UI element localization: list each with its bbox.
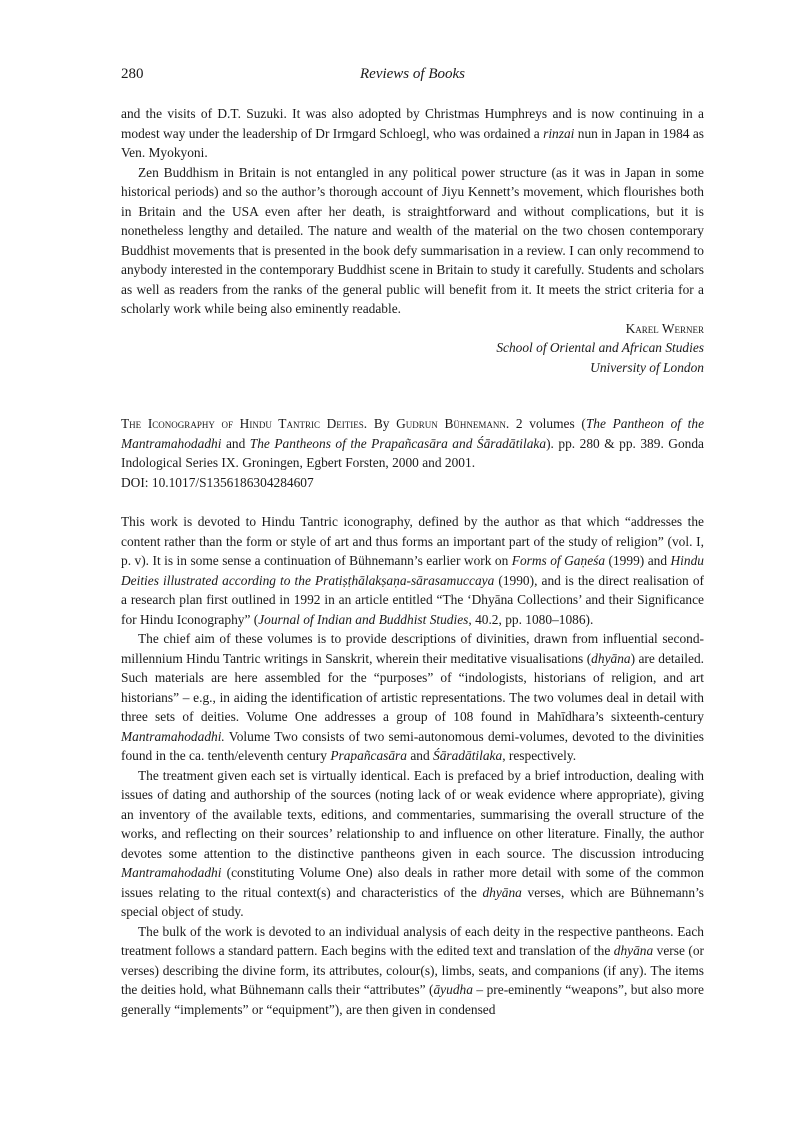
running-title: Reviews of Books (360, 66, 465, 82)
review-heading (121, 414, 704, 492)
reviewer-name: Karel Werner (625, 320, 704, 336)
paragraph: The bulk of the work is devoted to an individual analysis of each deity in the respective pantheons. Each treatment follows a standard pattern. Each begins with the edited text and translation of the dhyāna verse (or verses) describing the divine form, its attributes, colour(s), limbs, seats, and companions (if any). The items the deities hold, what Bühnemann calls their “attributes” (āyudha – pre-eminently “weapons”, but also more generally “implements” or “equipment”), are then given in condensed (121, 923, 705, 1017)
paragraph: Zen Buddhism in Britain is not entangled in any political power structure (as it was in Japan in some historical periods) and so the author’s thorough account of Jiyu Kennett’s movement, which flourishes both in Britain and the USA even after her death, is straightforward and without complications, but it is nonetheless lengthy and detailed. The nature and wealth of the material on the two chosen contemporary Buddhist movements that is presented in the book defy summarisation in a review. I can only recommend to anybody interested in the contemporary Buddhist scene in Britain to study it carefully. Students and scholars as well as readers from the ranks of the general public will benefit from it. It meets the strict criteria for a scholarly work while being also eminently readable. (121, 164, 704, 316)
reviewer-affiliation: University of London (590, 359, 704, 375)
doi: DOI: 10.1017/S1356186304284607 (121, 474, 314, 490)
page-number: 280 (121, 66, 144, 82)
paragraph: This work is devoted to Hindu Tantric iconography, defined by the author as that which “addresses the content rather than the form or style of art and thus forms an important part of the study of religion” (vol. I, p. v). It is in some sense a continuation of Bühnemann’s earlier work on Forms of Gaṇeśa (1999) and Hindu Deities illustrated according to the Pratiṣṭhālakṣaṇa-sārasamuccaya (1990), and is the direct realisation of a research plan first outlined in 1992 in an article entitled “The ‘Dhyāna Collections’ and their Significance for Hindu Iconography” (Journal of Indian and Buddhist Studies, 40.2, pp. 1080–1086). (121, 514, 704, 627)
book-citation: The Iconography of Hindu Tantric Deities. By Gudrun Bühnemann. 2 volumes (The Pantheon of the Mantramahodadhi and The Pantheons of the Prapañcasāra and Śāradātilaka). pp. 280 & pp. 389. Gonda Indological Series IX. Groningen, Egbert Forsten, 2000 and 2001. (121, 416, 705, 470)
paragraph: The treatment given each set is virtually identical. Each is prefaced by a brief introduction, dealing with issues of dating and authorship of the sources (noting lack of or weak evidence where appropriate), giving an inventory of the available texts, editions, and commentaries, summarising the overall structure of the works, and reflecting on their sources’ relationship to and influence on other literature. Finally, the author devotes some attention to the distinctive pantheons given in each source. The discussion introducing Mantramahodadhi (constituting Volume One) also deals in rather more detail with some of the common issues relating to the ritual context(s) and characteristics of the dhyāna verses, which are Bühnemann’s special object of study. (121, 767, 704, 919)
reviewer-affiliation: School of Oriental and African Studies (496, 340, 704, 355)
page-header (121, 66, 704, 86)
review-werner (121, 104, 704, 377)
review-body (121, 512, 704, 1019)
paragraph: and the visits of D.T. Suzuki. It was also adopted by Christmas Humphreys and is now continuing in a modest way under the leadership of Dr Irmgard Schloegl, who was ordained a rinzai nun in Japan in 1984 as Ven. Myokyoni. (121, 106, 704, 160)
paragraph: The chief aim of these volumes is to provide descriptions of divinities, drawn from influential second-millennium Hindu Tantric writings in Sanskrit, wherein their meditative visualisations (dhyāna) are detailed. Such materials are here assembled for the “purposes” of “indologists, historians of religion, and art historians” – e.g., in aiding the identification of artistic representations. The two volumes deal in detail with three sets of deities. Volume One addresses a group of 108 found in Mahīdhara’s sixteenth-century Mantramahodadhi. Volume Two consists of two semi-autonomous demi-volumes, devoted to the divinities found in the ca. tenth/eleventh century Prapañcasāra and Śāradātilaka, respectively. (121, 631, 705, 763)
